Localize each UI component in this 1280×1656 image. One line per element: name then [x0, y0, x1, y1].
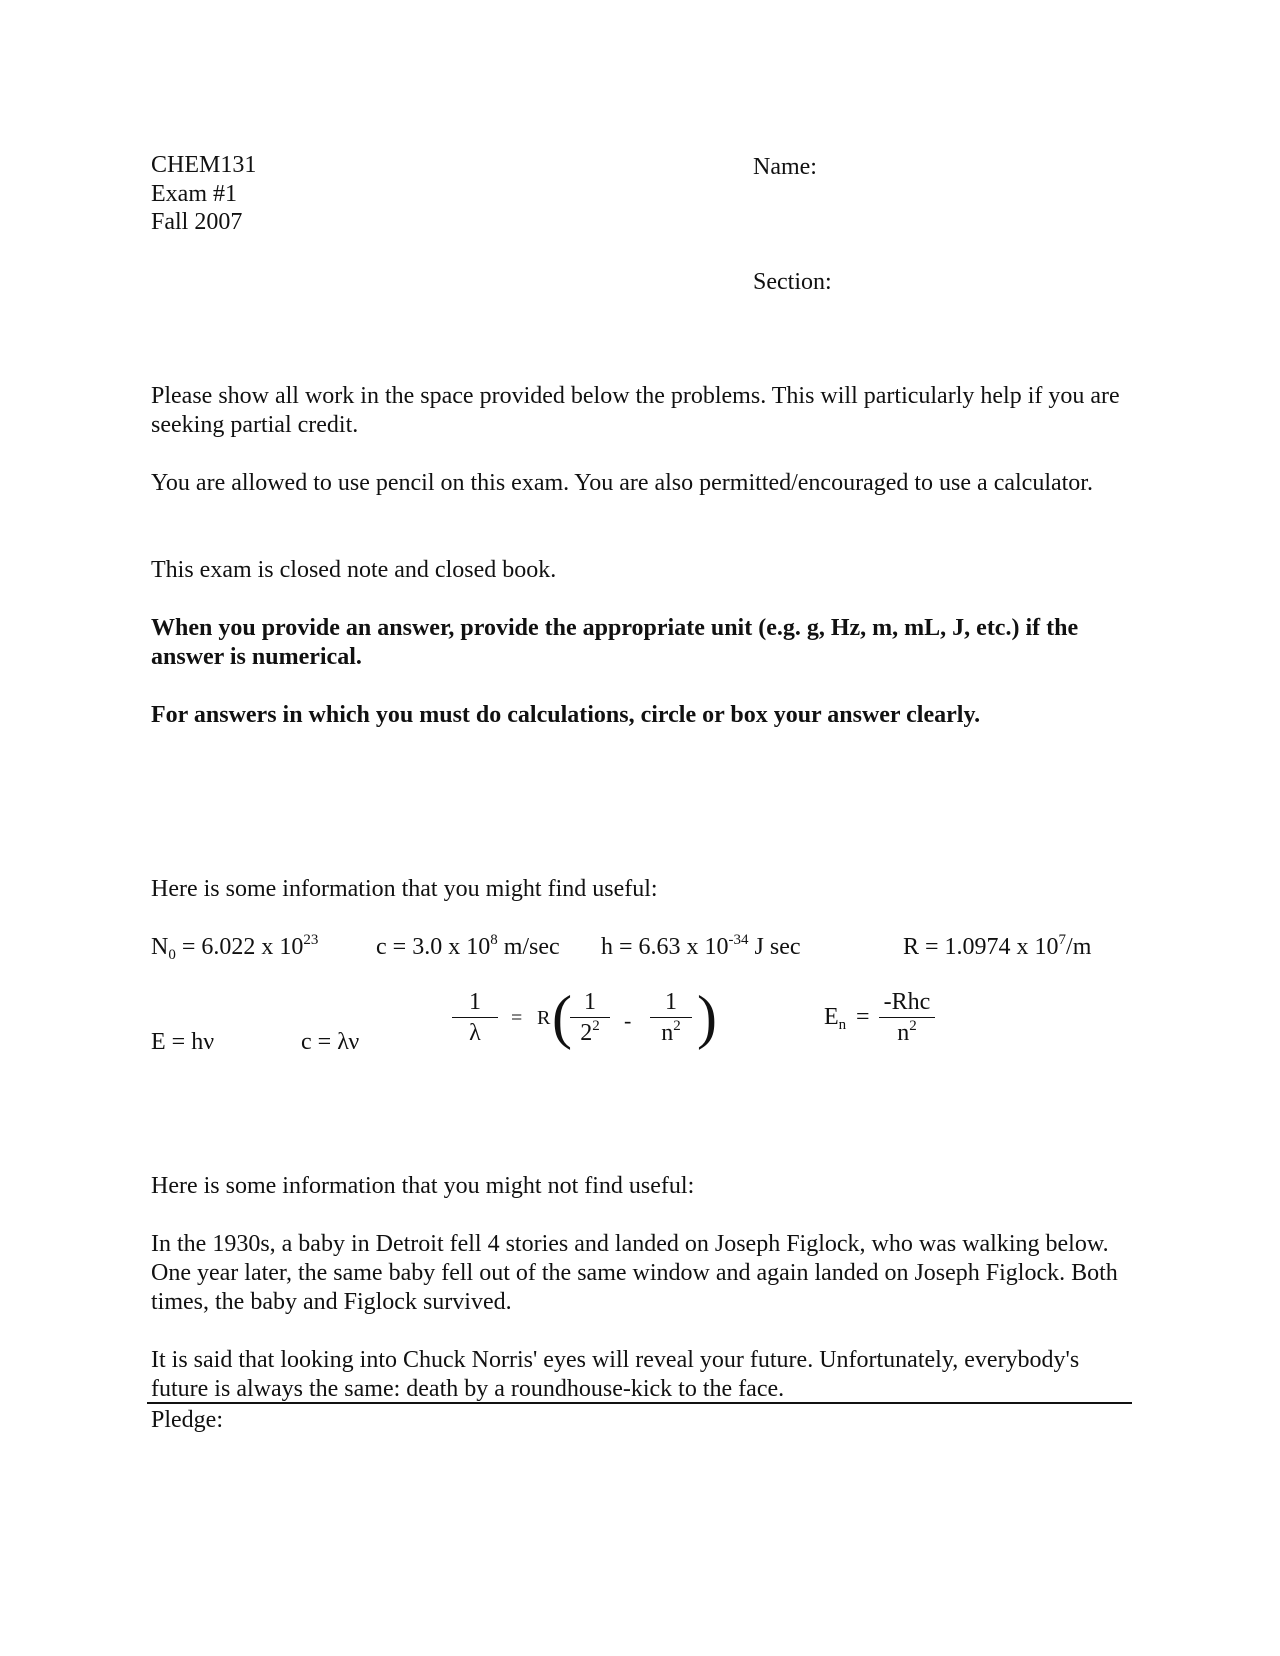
fraction-bar [452, 1017, 498, 1018]
term2-numerator: 1 [665, 989, 677, 1015]
fraction-bar [570, 1017, 610, 1018]
useful-heading: Here is some information that you might find useful: [151, 876, 658, 902]
avogadro-constant [151, 933, 318, 962]
light-exponent: 8 [490, 932, 498, 948]
lhs-numerator: 1 [469, 989, 481, 1015]
pledge-label: Pledge: [151, 1407, 223, 1433]
rydberg-value: R = 1.0974 x 10 [903, 934, 1059, 960]
rydberg-constant [903, 933, 1091, 962]
lhs-denominator: λ [469, 1020, 481, 1046]
instruction-units: When you provide an answer, provide the appropriate unit (e.g. g, Hz, m, mL, J, etc.) if the answer is numerical. [151, 615, 1079, 670]
term2-fraction [650, 988, 692, 1047]
rydberg-unit: /m [1066, 934, 1092, 960]
chuck-norris-fact: It is said that looking into Chuck Norris' eyes will reveal your future. Unfortunately, everybody's future is always the same: death by a roundhouse-kick to the face. [151, 1347, 1080, 1402]
section-label: Section: [753, 269, 832, 295]
planck-exponent: -34 [728, 932, 749, 948]
wave-equation: c = λν [301, 1029, 360, 1055]
speed-of-light [376, 933, 560, 962]
planck-constant [601, 933, 801, 962]
avogadro-value: = 6.022 x 10 [175, 934, 304, 960]
exam-number: Exam #1 [151, 181, 237, 207]
planck-value: h = 6.63 x 10 [601, 934, 729, 960]
course-code: CHEM131 [151, 152, 257, 178]
instruction-closed-book: This exam is closed note and closed book. [151, 557, 557, 583]
light-value: c = 3.0 x 10 [376, 934, 491, 960]
avogadro-subscript: 0 [168, 947, 176, 963]
avogadro-symbol: N [151, 934, 169, 960]
energy-level-lhs: $E_n$ [824, 1004, 847, 1033]
minus-sign: - [624, 1008, 632, 1033]
energy-level-fraction [879, 988, 935, 1047]
energy-level-equals: = [856, 1004, 870, 1030]
left-paren: ( [552, 984, 572, 1050]
right-paren: ) [697, 984, 717, 1050]
lhs-fraction [452, 988, 498, 1047]
instruction-show-work: Please show all work in the space provided below the problems. This will particularly help if you are seeking partial credit. [151, 383, 1120, 438]
instruction-pencil-calculator: You are allowed to use pencil on this exam. You are also permitted/encouraged to use a calculator. [151, 470, 1093, 496]
fraction-bar [650, 1017, 692, 1018]
equals-sign: = [511, 1007, 523, 1029]
not-useful-heading: Here is some information that you might not find useful: [151, 1173, 695, 1199]
name-label: Name: [753, 154, 817, 180]
planck-unit: J sec [748, 934, 801, 960]
avogadro-exponent: 23 [303, 932, 319, 948]
fraction-bar [879, 1017, 935, 1018]
rydberg-exponent: 7 [1058, 932, 1067, 948]
energy-level-numerator: -Rhc [883, 989, 931, 1015]
light-unit: m/sec [497, 934, 560, 960]
instruction-circle-answer: For answers in which you must do calculations, circle or box your answer clearly. [151, 702, 981, 728]
term2-denominator: $n^2$ [661, 1018, 681, 1046]
exam-term: Fall 2007 [151, 209, 243, 235]
pledge-divider [147, 1402, 1132, 1404]
figlock-fact: In the 1930s, a baby in Detroit fell 4 stories and landed on Joseph Figlock, who was walking below. One year later, the same baby fell out of the same window and again landed on Joseph Figlock. Both times, the baby and Figlock survived. [151, 1231, 1118, 1315]
term1-denominator: $2^2$ [580, 1018, 600, 1046]
term1-fraction [570, 988, 610, 1047]
energy-level-denominator: $n^2$ [897, 1018, 917, 1046]
term1-numerator: 1 [584, 989, 596, 1015]
rydberg-symbol: R [537, 1007, 551, 1029]
energy-equation: E = hν [151, 1029, 215, 1055]
